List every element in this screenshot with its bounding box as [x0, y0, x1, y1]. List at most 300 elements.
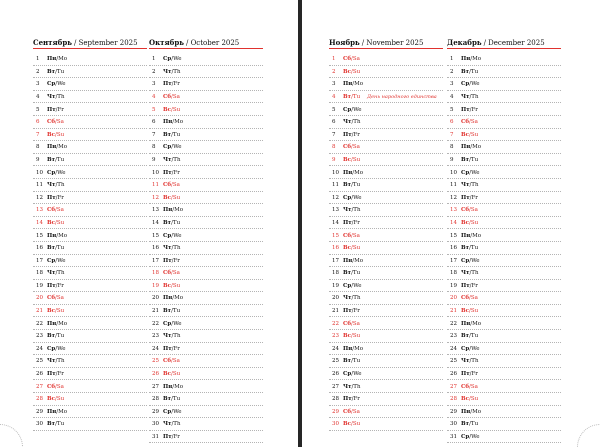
day-row	[329, 267, 443, 280]
day-row	[447, 393, 561, 406]
weekday	[163, 132, 180, 138]
weekday-en: /Sa	[171, 270, 180, 277]
day-number: 5	[36, 106, 40, 113]
weekday	[343, 233, 360, 239]
day-number: 31	[152, 434, 159, 440]
weekday-en: /Tu	[55, 156, 65, 163]
weekday	[163, 119, 183, 125]
day-number: 6	[152, 119, 156, 126]
weekday-ru: Вс	[47, 308, 55, 315]
month-title-rule	[329, 48, 443, 49]
weekday-en: /Fr	[171, 434, 180, 440]
weekday	[163, 69, 181, 75]
weekday-en: /Sa	[171, 358, 180, 365]
weekday-ru: Пт	[461, 106, 470, 113]
day-row	[329, 368, 443, 381]
weekday-en: /Th	[469, 270, 479, 277]
weekday-ru: Чт	[343, 383, 352, 390]
day-row	[149, 305, 263, 318]
weekday-ru: Чт	[163, 421, 172, 428]
day-number: 19	[36, 282, 43, 289]
day-number: 28	[450, 396, 457, 403]
weekday	[163, 81, 180, 87]
day-row	[149, 66, 263, 79]
weekday	[163, 157, 181, 163]
day-row	[33, 355, 147, 368]
weekday-ru: Пн	[343, 81, 353, 88]
weekday-en: /Sa	[171, 93, 180, 100]
weekday	[343, 371, 362, 377]
weekday-ru: Пт	[461, 371, 470, 378]
weekday-en: /Mo	[470, 320, 482, 327]
day-number: 19	[332, 282, 339, 289]
day-row	[329, 217, 443, 230]
weekday-en: /Mo	[56, 144, 68, 151]
weekday	[343, 321, 360, 327]
weekday	[163, 170, 180, 176]
day-row	[447, 78, 561, 91]
weekday-en: /Fr	[469, 194, 478, 201]
day-number: 29	[332, 408, 339, 415]
weekday-ru: Ср	[47, 257, 56, 264]
day-list	[329, 53, 443, 431]
weekday-en: /Sa	[469, 295, 478, 302]
weekday-ru: Чт	[343, 119, 352, 126]
weekday	[47, 283, 64, 289]
weekday-ru: Пн	[47, 320, 57, 327]
day-row	[447, 368, 561, 381]
day-row	[447, 204, 561, 217]
weekday	[163, 270, 180, 276]
weekday-ru: Сб	[343, 56, 352, 63]
day-row	[149, 242, 263, 255]
day-number: 3	[450, 81, 454, 88]
weekday-ru: Ср	[461, 169, 470, 176]
weekday	[47, 308, 64, 314]
weekday-ru: Пт	[163, 345, 172, 352]
day-row	[447, 292, 561, 305]
day-row	[329, 280, 443, 293]
day-row	[149, 267, 263, 280]
day-row	[33, 141, 147, 154]
day-number: 30	[152, 421, 159, 428]
day-number: 10	[36, 169, 43, 176]
day-number: 7	[152, 131, 156, 138]
weekday-ru: Вт	[47, 156, 56, 163]
weekday	[163, 409, 182, 415]
weekday	[163, 258, 180, 264]
weekday-en: /Su	[171, 371, 181, 378]
weekday-ru: Сб	[343, 408, 352, 415]
day-number: 6	[450, 119, 454, 126]
weekday-ru: Пт	[47, 194, 56, 201]
weekday-en: /We	[469, 81, 480, 88]
weekday-en: /We	[171, 320, 182, 327]
day-row	[33, 368, 147, 381]
weekday-en: /Tu	[351, 358, 361, 365]
weekday-en: /Tu	[55, 333, 65, 340]
day-row	[329, 229, 443, 242]
weekday-en: /We	[55, 81, 66, 88]
day-number: 2	[152, 68, 156, 75]
day-number: 15	[152, 232, 159, 239]
weekday	[163, 107, 180, 113]
day-row	[329, 116, 443, 129]
weekday-ru: Чт	[163, 245, 172, 252]
weekday-en: /Fr	[469, 371, 478, 378]
weekday-ru: Ср	[343, 106, 352, 113]
weekday	[461, 207, 478, 213]
day-number: 16	[450, 245, 457, 252]
weekday-ru: Пт	[163, 257, 172, 264]
weekday	[343, 358, 360, 364]
day-number: 24	[332, 345, 339, 352]
day-row	[447, 267, 561, 280]
day-number: 14	[152, 219, 159, 226]
day-row	[447, 192, 561, 205]
day-row	[33, 129, 147, 142]
weekday-en: /Tu	[351, 93, 361, 100]
day-row	[33, 91, 147, 104]
weekday	[163, 283, 180, 289]
day-row	[33, 103, 147, 116]
day-row	[447, 53, 561, 66]
weekday-en: /Tu	[55, 421, 65, 428]
weekday-en: /Th	[171, 68, 181, 75]
weekday-en: /We	[171, 408, 182, 415]
weekday-en: /Su	[55, 308, 65, 315]
weekday-ru: Вс	[47, 396, 55, 403]
weekday	[461, 81, 480, 87]
weekday-ru: Пн	[461, 320, 471, 327]
weekday-en: /Tu	[55, 245, 65, 252]
month-title	[149, 37, 263, 48]
day-number: 12	[152, 194, 159, 201]
weekday-en: /Mo	[56, 232, 68, 239]
day-number: 31	[450, 434, 457, 440]
month-september	[33, 37, 147, 431]
weekday-ru: Чт	[461, 358, 470, 365]
day-row	[329, 91, 443, 104]
weekday-en: /Th	[469, 93, 479, 100]
day-row	[149, 330, 263, 343]
weekday-en: /Sa	[351, 56, 360, 63]
weekday	[461, 434, 480, 440]
weekday-ru: Сб	[461, 295, 470, 302]
day-row	[33, 406, 147, 419]
weekday-ru: Чт	[47, 93, 56, 100]
day-row	[149, 204, 263, 217]
day-number: 27	[36, 383, 43, 390]
day-number: 2	[332, 68, 336, 75]
day-number: 12	[36, 194, 43, 201]
day-number: 28	[152, 396, 159, 403]
weekday-ru: Ср	[163, 408, 172, 415]
weekday-ru: Чт	[163, 68, 172, 75]
day-row	[447, 343, 561, 356]
weekday-en: /Su	[469, 396, 479, 403]
weekday	[343, 258, 363, 264]
day-number: 25	[36, 358, 43, 365]
weekday	[47, 396, 64, 402]
day-row	[329, 179, 443, 192]
weekday-en: /Mo	[172, 295, 184, 302]
day-number: 16	[152, 245, 159, 252]
weekday	[343, 295, 361, 301]
weekday-ru: Чт	[343, 295, 352, 302]
day-row	[149, 280, 263, 293]
weekday-ru: Вт	[47, 245, 56, 252]
day-row	[149, 141, 263, 154]
day-number: 11	[450, 182, 457, 189]
weekday	[461, 396, 478, 402]
weekday-ru: Вс	[163, 371, 171, 378]
weekday-ru: Пн	[163, 207, 173, 214]
weekday-en: /We	[351, 106, 362, 113]
weekday	[461, 371, 478, 377]
weekday	[343, 119, 361, 125]
day-row	[329, 292, 443, 305]
weekday-en: /Su	[55, 131, 65, 138]
day-number: 29	[152, 408, 159, 415]
day-number: 26	[332, 371, 339, 378]
weekday-ru: Пн	[163, 119, 173, 126]
weekday	[163, 308, 180, 314]
weekday-en: /Th	[55, 182, 65, 189]
weekday-ru: Чт	[47, 270, 56, 277]
weekday-en: /Fr	[55, 194, 64, 201]
weekday-ru: Чт	[343, 207, 352, 214]
day-row	[33, 393, 147, 406]
day-number: 14	[332, 219, 339, 226]
weekday-ru: Вс	[461, 308, 469, 315]
weekday	[343, 421, 360, 427]
weekday-ru: Пт	[343, 396, 352, 403]
day-number: 23	[36, 333, 43, 340]
weekday-ru: Сб	[163, 182, 172, 189]
day-row	[149, 53, 263, 66]
weekday	[461, 321, 481, 327]
weekday	[163, 207, 183, 213]
day-row	[149, 255, 263, 268]
weekday-en: /Su	[351, 245, 361, 252]
weekday	[163, 195, 180, 201]
weekday	[47, 81, 66, 87]
weekday-ru: Пт	[343, 219, 352, 226]
weekday	[163, 396, 180, 402]
weekday-en: /We	[469, 169, 480, 176]
weekday-ru: Ср	[461, 434, 470, 440]
day-number: 13	[450, 207, 457, 214]
day-number: 14	[450, 219, 457, 226]
day-number: 18	[36, 270, 43, 277]
weekday-ru: Вт	[163, 131, 172, 138]
weekday	[461, 295, 478, 301]
day-row	[149, 393, 263, 406]
weekday-ru: Вс	[461, 396, 469, 403]
day-number: 27	[152, 383, 159, 390]
weekday-en: /Th	[171, 421, 181, 428]
weekday	[461, 245, 478, 251]
day-row	[149, 317, 263, 330]
weekday	[163, 94, 180, 100]
day-number: 23	[450, 333, 457, 340]
weekday-ru: Пн	[47, 144, 57, 151]
weekday-en: /Mo	[56, 56, 68, 63]
day-number: 20	[450, 295, 457, 302]
day-row	[149, 103, 263, 116]
weekday-en: /Tu	[469, 245, 479, 252]
weekday-ru: Ср	[163, 232, 172, 239]
weekday-ru: Ср	[461, 345, 470, 352]
day-number: 8	[152, 144, 156, 151]
weekday	[343, 107, 362, 113]
weekday	[47, 94, 65, 100]
weekday	[47, 195, 64, 201]
day-row	[33, 154, 147, 167]
weekday	[47, 170, 66, 176]
day-row	[447, 355, 561, 368]
weekday-en: /Mo	[470, 56, 482, 63]
weekday	[461, 220, 478, 226]
day-number: 5	[450, 106, 454, 113]
day-row	[33, 255, 147, 268]
weekday-ru: Пт	[47, 282, 56, 289]
day-number: 1	[450, 56, 454, 63]
day-row	[149, 154, 263, 167]
day-row	[149, 406, 263, 419]
day-number: 22	[152, 320, 159, 327]
day-row	[329, 154, 443, 167]
weekday-ru: Вт	[461, 245, 470, 252]
day-number: 16	[332, 245, 339, 252]
day-number: 21	[332, 308, 339, 315]
weekday	[47, 295, 64, 301]
day-row	[447, 91, 561, 104]
day-number: 20	[36, 295, 43, 302]
day-row	[329, 317, 443, 330]
day-number: 4	[332, 93, 336, 100]
weekday-en: /We	[55, 169, 66, 176]
weekday	[461, 308, 478, 314]
weekday-ru: Ср	[163, 144, 172, 151]
weekday-ru: Вс	[461, 131, 469, 138]
weekday	[461, 182, 479, 188]
day-list	[33, 53, 147, 431]
day-row	[447, 166, 561, 179]
day-number: 15	[450, 232, 457, 239]
weekday-en: /Fr	[469, 106, 478, 113]
day-row	[329, 393, 443, 406]
day-row	[329, 103, 443, 116]
day-number: 20	[152, 295, 159, 302]
corner-cut-mark	[577, 424, 600, 447]
weekday-ru: Сб	[343, 232, 352, 239]
weekday-ru: Пн	[163, 295, 173, 302]
weekday-ru: Пт	[461, 194, 470, 201]
weekday-en: /Sa	[351, 320, 360, 327]
weekday	[163, 371, 180, 377]
weekday-en: /Tu	[55, 68, 65, 75]
weekday	[163, 384, 183, 390]
weekday-en: /Sa	[351, 408, 360, 415]
day-row	[447, 141, 561, 154]
weekday-en: /Mo	[470, 144, 482, 151]
weekday	[461, 119, 478, 125]
day-number: 22	[332, 320, 339, 327]
day-number: 8	[450, 144, 454, 151]
day-row	[447, 317, 561, 330]
weekday-ru: Ср	[343, 371, 352, 378]
day-number: 28	[332, 396, 339, 403]
holiday-note: День народного единства	[367, 93, 437, 100]
day-row	[149, 343, 263, 356]
weekday-ru: Вс	[47, 219, 55, 226]
weekday-ru: Сб	[47, 295, 56, 302]
day-number: 4	[36, 93, 40, 100]
day-number: 11	[332, 182, 339, 189]
weekday-en: /Fr	[55, 371, 64, 378]
day-row	[329, 141, 443, 154]
weekday-ru: Вт	[343, 358, 352, 365]
weekday	[461, 157, 478, 163]
weekday-en: /Su	[171, 106, 181, 113]
day-number: 19	[450, 282, 457, 289]
day-number: 14	[36, 219, 43, 226]
day-row	[149, 418, 263, 431]
weekday-en: /Su	[171, 282, 181, 289]
day-number: 20	[332, 295, 339, 302]
day-number: 9	[450, 156, 454, 163]
weekday-ru: Вт	[343, 270, 352, 277]
weekday-en: /We	[55, 345, 66, 352]
weekday-ru: Пн	[461, 408, 471, 415]
weekday-en: /Th	[351, 295, 361, 302]
weekday-ru: Сб	[163, 358, 172, 365]
weekday	[461, 258, 480, 264]
day-row	[447, 129, 561, 142]
weekday-ru: Чт	[461, 93, 470, 100]
month-title	[329, 37, 443, 48]
weekday-en: /Tu	[171, 219, 181, 226]
weekday-en: /Sa	[469, 383, 478, 390]
day-row	[33, 53, 147, 66]
day-list	[149, 53, 263, 443]
weekday	[163, 220, 180, 226]
weekday-en: /Tu	[469, 68, 479, 75]
weekday-en: /Su	[351, 68, 361, 75]
weekday-en: /Th	[171, 333, 181, 340]
weekday-en: /Sa	[55, 119, 64, 126]
weekday	[47, 182, 65, 188]
weekday	[47, 358, 65, 364]
weekday-en: /Mo	[352, 169, 364, 176]
day-number: 29	[36, 408, 43, 415]
day-number: 8	[332, 144, 336, 151]
weekday-ru: Пн	[461, 56, 471, 63]
day-row	[33, 66, 147, 79]
day-row	[33, 317, 147, 330]
weekday-en: /Su	[469, 219, 479, 226]
day-row	[329, 129, 443, 142]
weekday	[47, 107, 64, 113]
weekday-en: /Mo	[470, 408, 482, 415]
day-row	[329, 78, 443, 91]
day-number: 3	[152, 81, 156, 88]
weekday	[343, 144, 360, 150]
weekday-en: /Th	[55, 93, 65, 100]
weekday	[163, 144, 182, 150]
